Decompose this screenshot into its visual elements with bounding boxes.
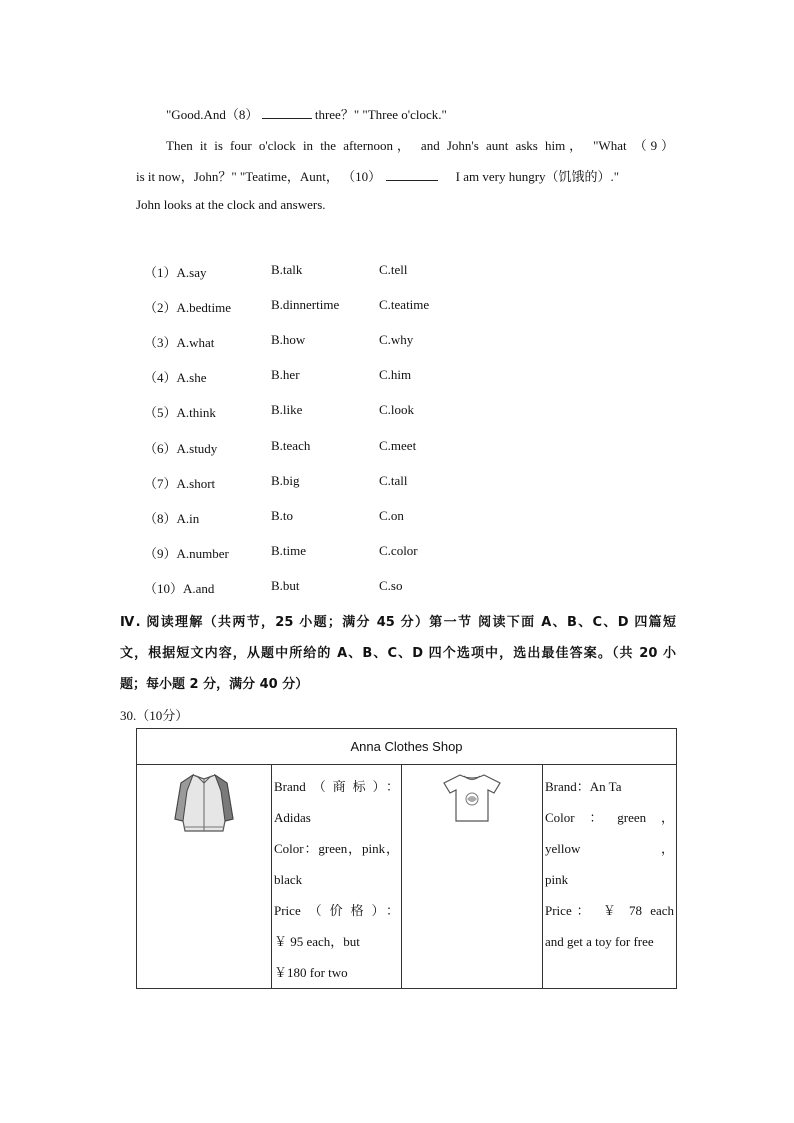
jacket-brand: Adidas xyxy=(274,810,311,825)
option-c[interactable]: C.him xyxy=(379,367,412,382)
jacket-cell xyxy=(137,765,272,989)
option-c[interactable]: C.so xyxy=(379,578,403,593)
tshirt-details xyxy=(543,765,677,989)
passage-line-3 xyxy=(136,166,619,185)
question-number: 30.（10分） xyxy=(120,708,189,723)
option-c[interactable]: C.color xyxy=(379,543,418,558)
tshirt-brand: Brand：An Ta xyxy=(545,779,622,794)
option-a[interactable]: （8）A.in xyxy=(144,511,200,526)
tshirt-icon xyxy=(440,771,504,823)
option-a[interactable]: （7）A.short xyxy=(144,476,216,491)
option-c[interactable]: C.teatime xyxy=(379,297,430,312)
tshirt-price-more: and get a toy for free xyxy=(545,934,654,949)
tshirt-color-more: pink xyxy=(545,872,569,887)
option-c[interactable]: C.look xyxy=(379,402,415,417)
passage-text: I am very hungry（饥饿的）." xyxy=(455,169,620,184)
option-b[interactable]: B.dinnertime xyxy=(271,297,340,312)
tshirt-color-label: Color：green，yellow， xyxy=(545,810,675,856)
passage-line-1 xyxy=(166,104,447,123)
option-b[interactable]: B.but xyxy=(271,578,300,593)
option-b[interactable]: B.time xyxy=(271,543,307,558)
shop-table xyxy=(136,728,677,989)
option-c[interactable]: C.on xyxy=(379,508,404,523)
tshirt-price-label: Price： ￥ 78 each xyxy=(545,903,675,918)
option-b[interactable]: B.big xyxy=(271,473,300,488)
option-a[interactable]: （5）A.think xyxy=(144,405,216,420)
jacket-details xyxy=(272,765,402,989)
shop-title: Anna Clothes Shop xyxy=(137,729,677,765)
option-b[interactable]: B.talk xyxy=(271,262,303,277)
option-a[interactable]: （10）A.and xyxy=(144,581,215,596)
option-b[interactable]: B.to xyxy=(271,508,294,523)
jacket-color-more: black xyxy=(274,872,303,887)
jacket-price-2: ￥180 for two xyxy=(274,965,348,980)
option-c[interactable]: C.meet xyxy=(379,438,417,453)
jacket-color-label: Color：green，pink， xyxy=(274,841,399,856)
option-a[interactable]: （1）A.say xyxy=(144,265,207,280)
option-c[interactable]: C.why xyxy=(379,332,414,347)
passage-text: is it now，John？" "Teatime，Aunt， （10） xyxy=(136,169,382,184)
jacket-price-label: Price（价格）： xyxy=(274,903,399,918)
answer-blank-10[interactable] xyxy=(386,168,438,181)
option-a[interactable]: （2）A.bedtime xyxy=(144,300,232,315)
option-b[interactable]: B.like xyxy=(271,402,303,417)
option-c[interactable]: C.tall xyxy=(379,473,408,488)
jacket-price-1: ￥ 95 each，but xyxy=(274,934,360,949)
option-a[interactable]: （3）A.what xyxy=(144,335,215,350)
section-heading-line-3: 题；每小题 2 分，满分 40 分） xyxy=(120,677,309,692)
option-a[interactable]: （4）A.she xyxy=(144,370,207,385)
option-a[interactable]: （6）A.study xyxy=(144,441,218,456)
passage-text: "Good.And（8） xyxy=(166,107,259,122)
option-b[interactable]: B.her xyxy=(271,367,300,382)
option-b[interactable]: B.teach xyxy=(271,438,311,453)
answer-blank-8[interactable] xyxy=(262,106,312,119)
tshirt-cell xyxy=(402,765,543,989)
passage-line-2: Then it is four o'clock in the afternoon， and John's aunt asks him， "What （9） xyxy=(166,138,674,153)
passage-text: three？" "Three o'clock." xyxy=(314,107,447,122)
passage-line-4: John looks at the clock and answers. xyxy=(136,197,326,212)
section-heading-line-2: 文，根据短文内容，从题中所给的 A、B、C、D 四个选项中，选出最佳答案。（共 20 小 xyxy=(120,646,676,661)
option-a[interactable]: （9）A.number xyxy=(144,546,229,561)
option-b[interactable]: B.how xyxy=(271,332,306,347)
jacket-icon xyxy=(169,771,239,835)
section-heading-line-1: Ⅳ. 阅读理解（共两节，25 小题；满分 45 分）第一节 阅读下面 A、B、C、D 四篇短 xyxy=(120,615,676,630)
jacket-brand-label: Brand（商标）： xyxy=(274,779,399,794)
option-c[interactable]: C.tell xyxy=(379,262,408,277)
